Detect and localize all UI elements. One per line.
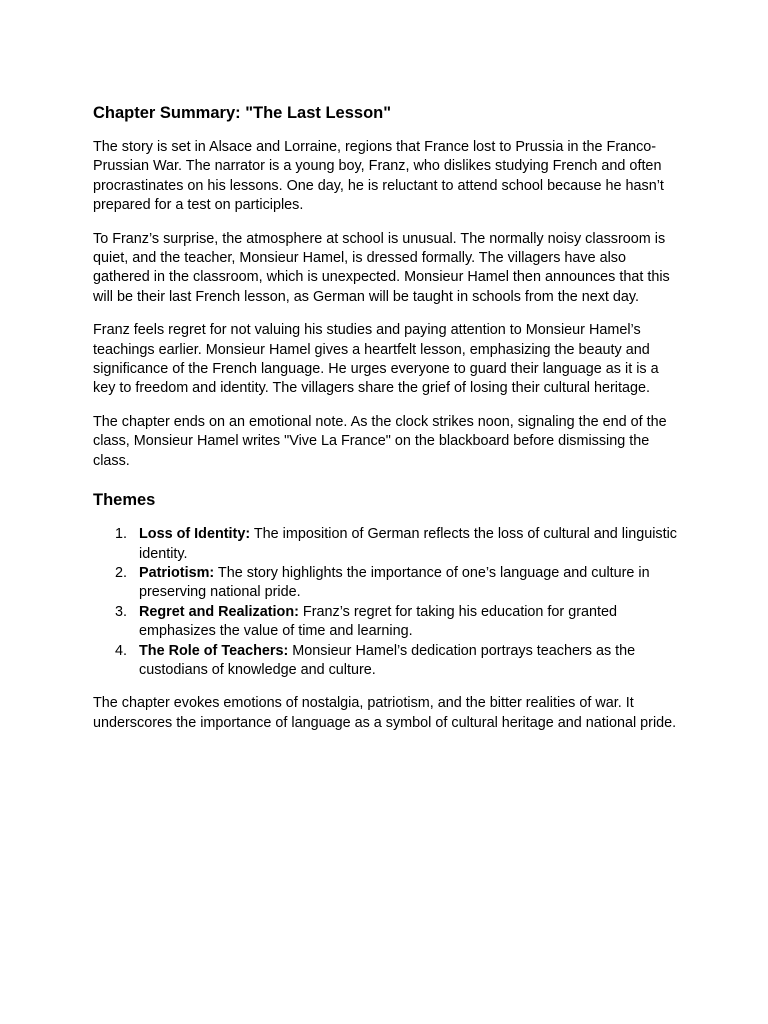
- theme-text: Monsieur Hamel’s dedication portrays teachers as the custodians of knowledge and culture.: [139, 642, 636, 678]
- summary-paragraph-1: The story is set in Alsace and Lorraine, regions that France lost to Prussia in the Franco-Prussian War. The narrator is a young boy, Franz, who dislikes studying French and often procrastinates on his lessons. One day, he is reluctant to attend school because he hasn’t prepared for a test on participles.: [93, 139, 664, 214]
- document-page: [93, 102, 683, 747]
- theme-text: The story highlights the importance of one’s language and culture in preserving national pride.: [139, 564, 650, 601]
- summary-paragraph-4: The chapter ends on an emotional note. As the clock strikes noon, signaling the end of the class, Monsieur Hamel writes "Vive La France" on the blackboard before dismissing the class.: [93, 413, 667, 469]
- document-title: Chapter Summary: "The Last Lesson": [93, 104, 392, 122]
- theme-text: The imposition of German reflects the loss of cultural and linguistic identity.: [139, 526, 677, 562]
- theme-label: Patriotism:: [139, 564, 215, 581]
- theme-item: [93, 603, 683, 642]
- theme-label: The Role of Teachers:: [139, 642, 289, 659]
- summary-paragraph-3: Franz feels regret for not valuing his studies and paying attention to Monsieur Hamel’s teachings earlier. Monsieur Hamel gives a heartfelt lesson, emphasizing the beauty and significance of the French language. He urges everyone to guard their language as it is a key to freedom and identity. The villagers share the grief of losing their cultural heritage.: [93, 322, 659, 397]
- themes-list: [93, 525, 683, 680]
- theme-number: 4.: [115, 642, 128, 659]
- theme-item: [93, 525, 683, 564]
- summary-paragraph-2: To Franz’s surprise, the atmosphere at school is unusual. The normally noisy classroom is quiet, and the teacher, Monsieur Hamel, is dressed formally. The villagers have also gathered in the classroom, which is unexpected. Monsieur Hamel then announces that this will be their last French lesson, as German will be taught in schools from the next day.: [93, 230, 670, 305]
- theme-label: Regret and Realization:: [139, 603, 299, 620]
- theme-label: Loss of Identity:: [139, 526, 251, 543]
- theme-item: [93, 642, 683, 681]
- theme-text: Franz’s regret for taking his education for granted emphasizes the value of time and learning.: [139, 603, 618, 640]
- theme-number: 3.: [115, 603, 128, 620]
- theme-item: [93, 564, 683, 603]
- themes-heading: Themes: [93, 491, 156, 510]
- theme-number: 1.: [115, 526, 128, 543]
- theme-number: 2.: [115, 564, 128, 581]
- conclusion-paragraph: The chapter evokes emotions of nostalgia, patriotism, and the bitter realities of war. It underscores the importance of language as a symbol of cultural heritage and national pride.: [93, 695, 677, 731]
